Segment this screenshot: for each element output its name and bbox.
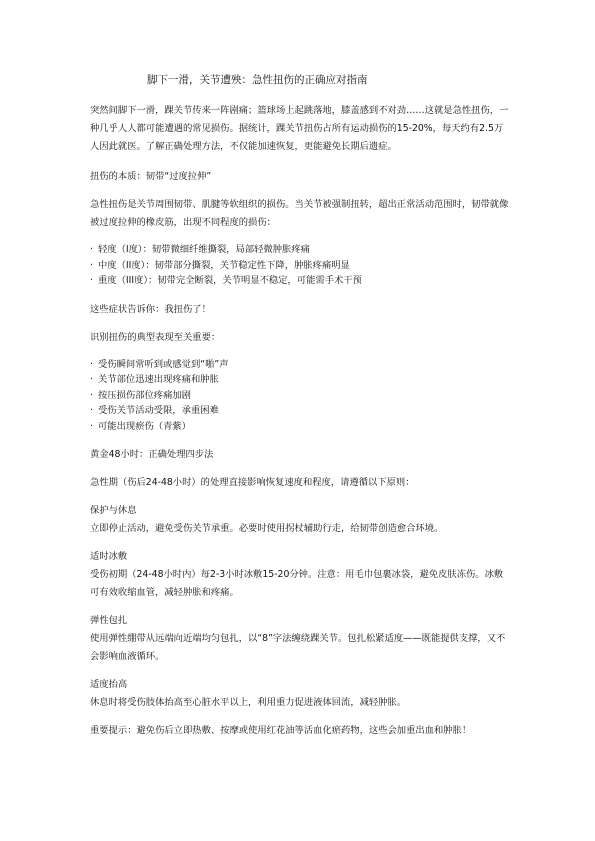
list-item	[90, 273, 510, 289]
list-item	[90, 357, 510, 373]
nature-paragraph: 急性扭伤是关节周围韧带、肌腱等软组织的损伤。当关节被强制扭转，超出正常活动范围时，韧带就像被过度拉伸的橡皮筋，出现不同程度的损伤：	[90, 199, 509, 228]
section-heading-symptoms: 这些症状告诉你：我扭伤了！	[90, 303, 211, 315]
step-heading-ice: 适时冰敷	[90, 551, 128, 562]
bullet-icon: ·	[90, 405, 93, 416]
list-item	[90, 419, 510, 435]
symptom-list	[90, 357, 510, 435]
step-heading-protect: 保护与休息	[90, 505, 137, 516]
list-item	[90, 403, 510, 419]
warning-paragraph: 重要提示：避免伤后立即热敷、按摩或使用红花油等活血化瘀药物，这些会加重出血和肿胀！	[90, 725, 472, 736]
grade-list	[90, 242, 510, 289]
document-body	[90, 102, 510, 740]
treatment-paragraph: 急性期（伤后24-48小时）的处理直接影响恢复速度和程度，请遵循以下原则：	[90, 477, 415, 488]
list-item-text: 可能出现瘀伤（青紫）	[98, 420, 191, 432]
bullet-icon: ·	[90, 244, 93, 255]
bullet-icon: ·	[90, 374, 93, 385]
list-item-text: 轻度（I度）：韧带微细纤维撕裂，局部轻微肿胀疼痛	[98, 244, 310, 255]
step-heading-elevate: 适度抬高	[90, 679, 128, 690]
section-heading-nature: 扭伤的本质：韧带“过度拉伸”	[90, 171, 212, 182]
step-body-ice: 受伤初期（24-48小时内）每2-3小时冰敷15-20分钟。注意：用毛巾包裹冰袋，避免皮肤冻伤。冰敷可有效收缩血管，减轻肿胀和疼痛。	[90, 569, 504, 598]
bullet-icon: ·	[90, 358, 93, 370]
list-item-text: 中度（II度）：韧带部分撕裂，关节稳定性下降，肿胀疼痛明显	[98, 259, 350, 271]
list-item-text: 受伤关节活动受限，承重困难	[98, 405, 219, 416]
bullet-icon: ·	[90, 389, 93, 401]
step-body-compress: 使用弹性绷带从远端向近端均匀包扎，以“8”字法缠绕踝关节。包扎松紧适度——既能提供支撑，又不会影响血液循环。	[90, 633, 506, 662]
list-item-text: 重度（III度）：韧带完全断裂，关节明显不稳定，可能需手术干预	[98, 275, 362, 286]
bullet-icon: ·	[90, 420, 93, 432]
list-item-text: 按压损伤部位疼痛加剧	[98, 389, 191, 401]
page-title: 脚下一滑，关节遭殃：急性扭伤的正确应对指南	[147, 74, 368, 86]
list-item	[90, 258, 510, 274]
list-item	[90, 372, 510, 388]
step-body-protect: 立即停止活动，避免受伤关节承重。必要时使用拐杖辅助行走，给韧带创造愈合环境。	[90, 523, 444, 534]
list-item	[90, 242, 510, 258]
step-body-elevate: 休息时将受伤肢体抬高至心脏水平以上，利用重力促进液体回流，减轻肿胀。	[90, 697, 407, 708]
section-heading-treatment: 黄金48小时：正确处理四步法	[90, 449, 214, 460]
bullet-icon: ·	[90, 259, 93, 271]
intro-paragraph: 突然间脚下一滑，踝关节传来一阵剧痛；篮球场上起跳落地，膝盖感到不对劲……这就是急性扭伤，一种几乎人人都可能遭遇的常见损伤。据统计，踝关节扭伤占所有运动损伤的15-20%，每天约有2.5万人因此就医。了解正确处理方法，不仅能加速恢复，更能避免长期后遗症。	[90, 105, 509, 152]
list-item-text: 关节部位迅速出现疼痛和肿胀	[98, 374, 219, 385]
list-item	[90, 388, 510, 404]
step-heading-compress: 弹性包扎	[90, 615, 128, 626]
bullet-icon: ·	[90, 275, 93, 286]
symptoms-paragraph: 识别扭伤的典型表现至关重要：	[90, 331, 221, 343]
list-item-text: 受伤瞬间常听到或感觉到“啪”声	[98, 358, 229, 370]
